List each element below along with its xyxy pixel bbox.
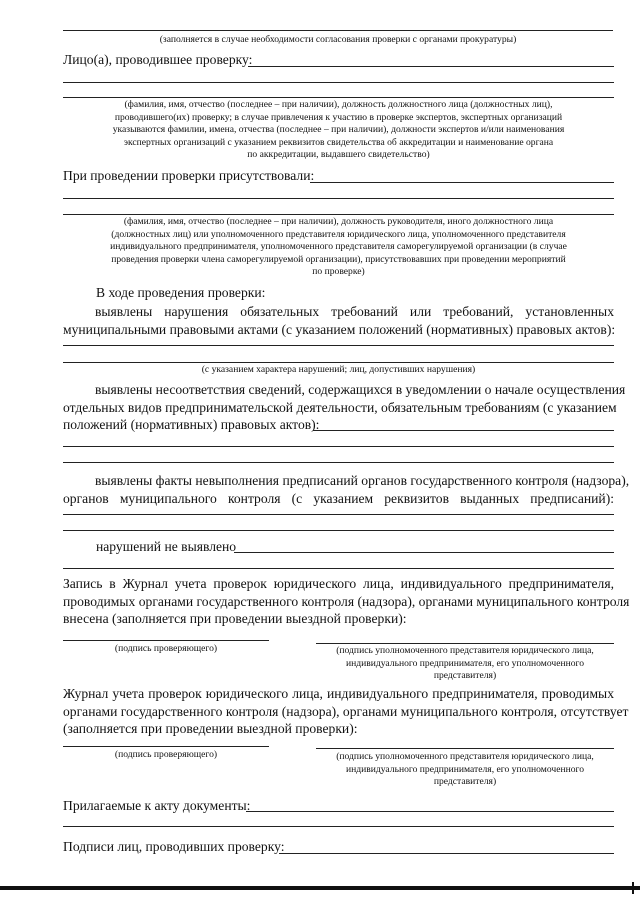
journal-absent-line: Журнал учета проверок юридического лица, индивидуального предпринимателя, проводимых [63,686,614,701]
orders-line: выявлены факты невыполнения предписаний органов государственного контроля (надзора), [95,473,630,488]
mismatch-fill-line-2[interactable] [63,446,614,447]
attachments-fill-line[interactable] [246,811,614,812]
mismatch-line: отдельных видов предпринимательской деятельности, обязательным требованиям (с указанием [63,399,617,415]
journal-absent-line: органами государственного контроля (надзора), органами муниципального контроля, отсутствует [63,703,629,719]
inspector-signature-note: (подпись проверяющего) [114,643,218,654]
inspectors-note-line: (фамилия, имя, отчество (последнее – при наличии), должность должностного лица (должностных лиц), [124,99,553,110]
mismatch-fill-line-3[interactable] [63,462,614,463]
rep-note-line: представителя) [433,776,497,788]
present-label: При проведении проверки присутствовали: [63,168,315,183]
inspectors-note-line: по аккредитации, выдавшего свидетельство) [247,149,430,161]
mismatch-paragraph [63,381,626,416]
violations-paragraph [63,303,614,338]
orders-fill-line[interactable] [63,514,614,515]
inspectors-fill-line[interactable] [248,66,614,67]
representative-signature-line[interactable] [316,643,614,644]
prosecutor-approval-note: (заполняется в случае необходимости согласования проверки с органами прокуратуры) [159,34,517,45]
inspectors-note-line: экспертных организаций с указанием реквизитов свидетельства об аккредитации и наименование органа [123,136,554,148]
mismatch-fill-line[interactable] [313,430,614,431]
violations-note: (с указанием характера нарушений; лиц, допустивших нарушения) [201,364,476,375]
inspectors-fill-line-2[interactable] [63,82,614,83]
violations-fill-line-2[interactable] [63,362,614,363]
present-note-line: проведения проверки члена саморегулируемой организации), присутствовавших при проведении мероприятий [111,253,566,265]
present-note-line: (фамилия, имя, отчество (последнее – при наличии), должность руководителя, иного должностного лица [123,216,554,227]
present-note-line: по проверке) [312,266,365,278]
mismatch-line-3: положений (нормативных) правовых актов): [63,417,320,432]
rep-note-line: (подпись уполномоченного представителя юридического лица, [336,751,594,762]
inspector-signature-line-2[interactable] [63,746,269,747]
inspectors-note-line: указываются фамилии, имена, отчества (последнее – при наличии), должности экспертов и/или наименования [112,124,565,136]
inspectors-label: Лицо(а), проводившее проверку: [63,52,253,67]
inspectors-note [63,99,614,162]
present-note [63,216,614,279]
representative-signature-note [316,645,614,683]
mismatch-line: выявлены несоответствия сведений, содержащихся в уведомлении о начале осуществления [95,382,626,397]
present-fill-line-2[interactable] [63,198,614,199]
signatures-fill-line[interactable] [279,853,614,854]
scan-edge-mark [632,882,634,894]
journal-record-line: Запись в Журнал учета проверок юридического лица, индивидуального предпринимателя, [63,576,614,591]
rep-note-line: индивидуального предпринимателя, его уполномоченного [345,763,585,775]
inspector-signature-note-2: (подпись проверяющего) [114,749,218,760]
journal-record-paragraph [63,575,630,610]
no-violations-label: нарушений не выявлено [96,539,237,554]
orders-line: органов муниципального контроля (с указанием реквизитов выданных предписаний): [63,490,614,506]
top-rule [63,30,613,31]
journal-record-line: проводимых органами государственного контроля (надзора), органами муниципального контроля [63,593,630,609]
scan-bottom-edge [0,886,640,890]
inspectors-fill-line-3[interactable] [63,97,614,98]
attachments-fill-line-2[interactable] [63,826,614,827]
journal-absent-paragraph [63,685,629,720]
present-note-line: (должностных лиц) или уполномоченного представителя юридического лица, уполномоченного представителя [111,228,566,240]
violations-fill-line[interactable] [63,345,614,346]
no-violations-fill-line-2[interactable] [63,568,614,569]
rep-note-line: (подпись уполномоченного представителя юридического лица, [336,645,594,656]
present-note-line: индивидуального предпринимателя, уполномоченного представителя саморегулируемой организации (в случае [110,241,567,253]
present-fill-line-3[interactable] [63,214,614,215]
present-fill-line[interactable] [310,182,614,183]
rep-note-line: индивидуального предпринимателя, его уполномоченного [345,657,585,669]
orders-fill-line-2[interactable] [63,530,614,531]
violations-line: выявлены нарушения обязательных требований или требований, установленных [95,304,614,319]
journal-absent-line-3: (заполняется при проведении выездной проверки): [63,721,358,736]
signatures-label: Подписи лиц, проводивших проверку: [63,839,285,854]
rep-note-line: представителя) [433,670,497,682]
during-inspection-label: В ходе проведения проверки: [96,285,266,300]
journal-record-line-3: внесена (заполняется при проведении выездной проверки): [63,611,407,626]
violations-line: муниципальными правовыми актами (с указанием положений (нормативных) правовых актов): [63,321,616,337]
inspector-signature-line[interactable] [63,640,269,641]
representative-signature-note-2 [316,751,614,789]
representative-signature-line-2[interactable] [316,748,614,749]
orders-paragraph [63,472,630,507]
inspectors-note-line: проводившего(их) проверку; в случае привлечения к участию в проверке экспертов, экспертных организаций [114,111,563,123]
attachments-label: Прилагаемые к акту документы: [63,798,251,813]
no-violations-fill-line[interactable] [234,552,614,553]
